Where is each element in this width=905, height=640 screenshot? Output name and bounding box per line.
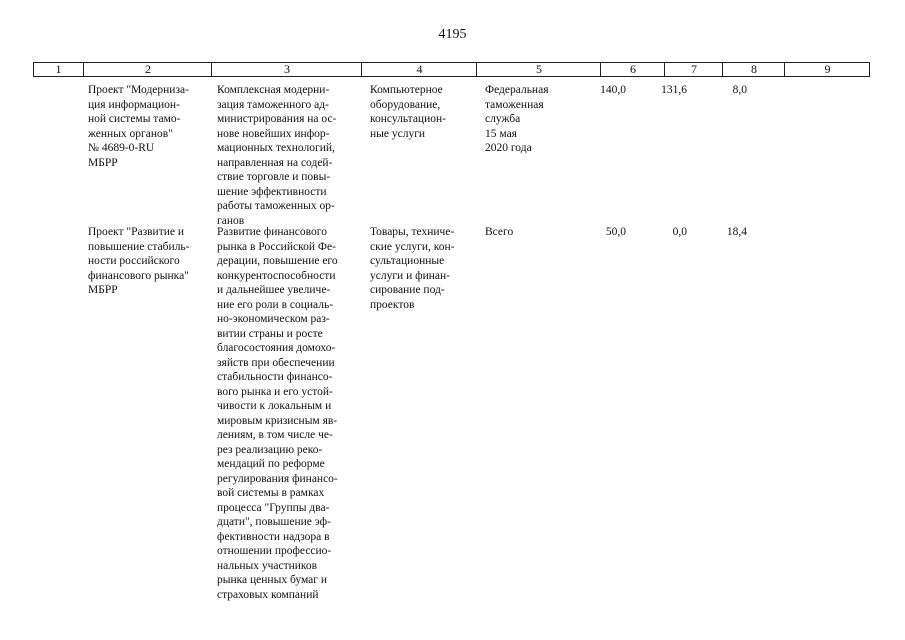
row1-purpose: Комплексная модерни- зация таможенного ад- министрирования на ос- нове новейших инфор- мационных технологий, направленная на содей- ствие торговле и повы- шение эффективности работы таможенных ор- ганов xyxy=(217,84,337,227)
header-col-2: 2 xyxy=(83,63,212,76)
header-col-4: 4 xyxy=(361,63,477,76)
row2-col8: 18,4 xyxy=(726,226,747,238)
row1-project-name: Проект "Модерниза- ция информацион- ной системы тамо- женных органов" № 4689-0-RU МБРР xyxy=(88,84,189,169)
row1-items: Компьютерное оборудование, консультацион- ные услуги xyxy=(370,84,446,140)
row2-purpose: Развитие финансового рынка в Российской Фе- дерации, повышение его конкурентоспособности и дальнейшее увеличе- ние его роли в социаль- но-экономическом раз- витии страны и росте благосостояния домохо- зяйств при обеспечении стабильности финансо- вого рынка и его устой- чивости к локальным и мировым кризисным яв- лениям, в том числе че- рез реализацию реко- мендаций по реформе регулирования финансо- вой системы в рамках процесса "Группы два- дцати", повышение эф- фективности надзора в отношении профессио- нальных участников рынка ценных бумаг и страховых компаний xyxy=(217,226,338,601)
row2-col7: 0,0 xyxy=(672,226,687,238)
header-col-8: 8 xyxy=(722,63,785,76)
header-col-1: 1 xyxy=(55,62,62,76)
header-col-5: 5 xyxy=(476,63,601,76)
row1-col6: 140,0 xyxy=(600,84,626,96)
row2-executor: Всего xyxy=(485,226,514,238)
row2-items: Товары, техниче- ские услуги, кон- сультационные услуги и финан- сирование под- проектов xyxy=(370,226,455,311)
row1-col7: 131,6 xyxy=(661,84,687,96)
header-col-9: 9 xyxy=(784,63,870,76)
header-col-3: 3 xyxy=(211,63,362,76)
header-col-6: 6 xyxy=(600,63,665,76)
row1-executor: Федеральная таможенная служба 15 мая 2020 года xyxy=(485,84,549,154)
header-col-7: 7 xyxy=(664,63,723,76)
row2-col6: 50,0 xyxy=(605,226,626,238)
row2-project-name: Проект "Развитие и повышение стабиль- ности российского финансового рынка" МБРР xyxy=(88,226,190,296)
table-header-row xyxy=(33,62,870,77)
row1-col8: 8,0 xyxy=(732,84,747,96)
page-number: 4195 xyxy=(438,27,467,42)
